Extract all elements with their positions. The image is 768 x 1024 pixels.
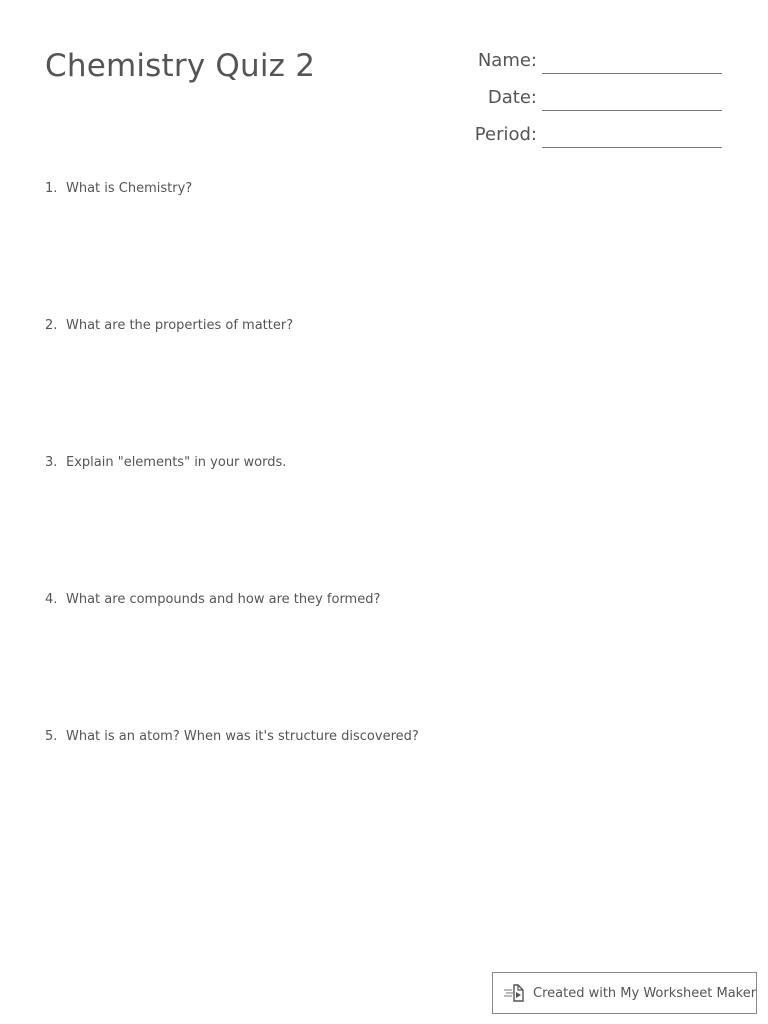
question-list xyxy=(45,181,725,866)
question-item xyxy=(45,318,725,455)
question-number: 5. xyxy=(45,729,58,744)
question-text: What are compounds and how are they formed? xyxy=(66,592,381,607)
name-field[interactable] xyxy=(440,48,724,85)
date-label: Date: xyxy=(487,87,537,108)
question-text: What are the properties of matter? xyxy=(66,318,294,333)
badge-text: Created with My Worksheet Maker xyxy=(533,985,757,1001)
question-number: 1. xyxy=(45,181,58,196)
date-line[interactable] xyxy=(542,110,722,111)
question-item xyxy=(45,592,725,729)
question-number: 4. xyxy=(45,592,58,607)
page-title: Chemistry Quiz 2 xyxy=(45,48,316,84)
name-line[interactable] xyxy=(542,73,722,74)
date-field[interactable] xyxy=(440,85,724,122)
name-label: Name: xyxy=(477,50,537,71)
period-label: Period: xyxy=(474,124,537,145)
period-line[interactable] xyxy=(542,147,722,148)
question-text: Explain "elements" in your words. xyxy=(66,455,287,470)
question-number: 2. xyxy=(45,318,58,333)
question-number: 3. xyxy=(45,455,58,470)
period-field[interactable] xyxy=(440,122,724,159)
question-text: What is Chemistry? xyxy=(66,181,193,196)
question-item xyxy=(45,181,725,318)
worksheet-maker-logo-icon xyxy=(503,982,529,1004)
question-item xyxy=(45,729,725,866)
student-info-block xyxy=(440,48,724,159)
question-text: What is an atom? When was it's structure discovered? xyxy=(66,729,419,744)
question-item xyxy=(45,455,725,592)
created-with-badge[interactable] xyxy=(492,972,757,1014)
